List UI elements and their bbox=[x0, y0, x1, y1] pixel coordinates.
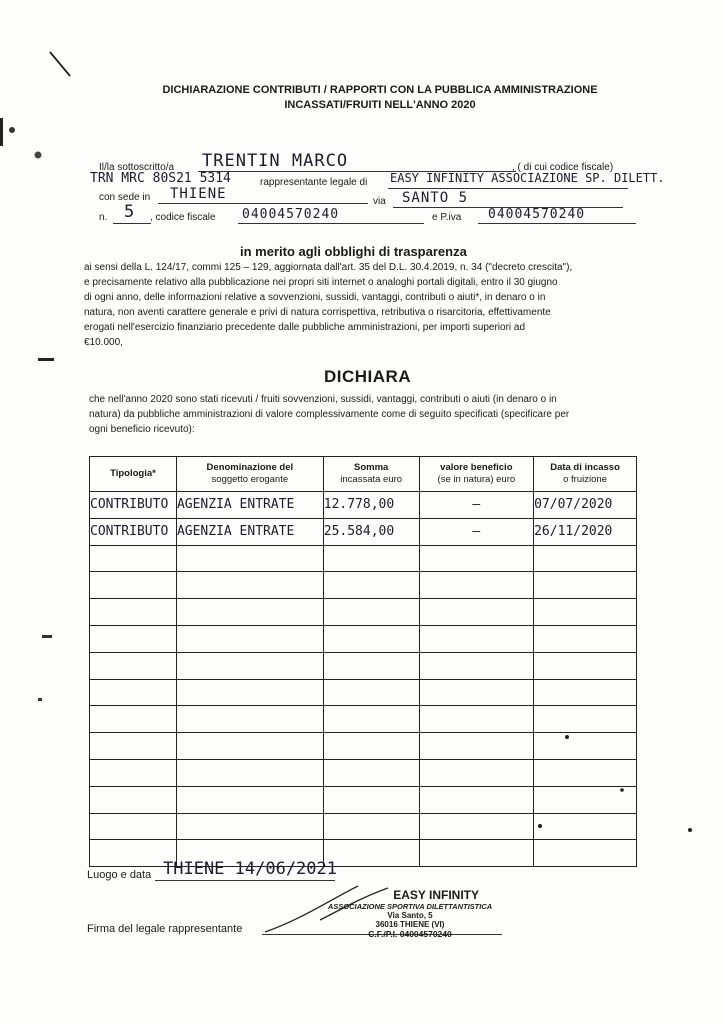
via-field: SANTO 5 bbox=[402, 190, 469, 206]
table-cell bbox=[176, 545, 323, 572]
firma-label: Firma del legale rappresentante bbox=[87, 923, 243, 935]
table-row-empty bbox=[90, 679, 637, 706]
table-cell bbox=[176, 625, 323, 652]
scan-edge bbox=[0, 118, 3, 146]
piva-underline bbox=[478, 223, 636, 224]
label-codice-fiscale: , codice fiscale bbox=[150, 212, 216, 223]
table-cell bbox=[534, 759, 637, 786]
label-codice-fiscale-paren: , ( di cui codice fiscale) bbox=[512, 162, 614, 173]
body-line: natura, non aventi carattere generale e privi di natura corrispettiva, retributiva o risarcitoria, effettivamente bbox=[84, 307, 551, 318]
cf-field: TRN MRC 80S21 5314 bbox=[90, 171, 231, 186]
section-dichiara-body bbox=[89, 392, 649, 437]
table-cell bbox=[90, 813, 177, 840]
body-line: di ogni anno, delle informazioni relative a sovvenzioni, sussidi, vantaggi, contributi o aiuti*, in denaro o in bbox=[84, 292, 546, 303]
label-piva: e P.iva bbox=[432, 212, 462, 223]
table-cell bbox=[323, 599, 419, 626]
table-cell bbox=[323, 759, 419, 786]
table-cell: 12.778,00 bbox=[323, 492, 419, 519]
table-cell bbox=[176, 652, 323, 679]
luogo-label: Luogo e data bbox=[87, 869, 152, 881]
table-row-empty bbox=[90, 625, 637, 652]
stamp-city: 36016 THIENE (VI) bbox=[375, 920, 445, 929]
label-sede: con sede in bbox=[99, 192, 151, 203]
table-cell bbox=[534, 706, 637, 733]
table-cell: 26/11/2020 bbox=[534, 518, 637, 545]
table-row-empty bbox=[90, 545, 637, 572]
table-cell: — bbox=[419, 518, 534, 545]
table-row-empty bbox=[90, 813, 637, 840]
table-row-empty bbox=[90, 733, 637, 760]
scan-speck bbox=[688, 828, 692, 832]
scan-speck bbox=[9, 127, 15, 133]
table-cell bbox=[534, 733, 637, 760]
table-cell bbox=[419, 625, 534, 652]
name-field: TRENTIN MARCO bbox=[202, 151, 349, 171]
table-cell bbox=[419, 706, 534, 733]
label-sottoscritto: Il/la sottoscritto/a bbox=[99, 162, 175, 173]
scan-speck bbox=[42, 635, 52, 638]
scan-speck bbox=[35, 152, 42, 159]
table-cell bbox=[323, 706, 419, 733]
table-cell bbox=[176, 679, 323, 706]
table-cell bbox=[534, 572, 637, 599]
table-cell bbox=[419, 759, 534, 786]
table-cell bbox=[90, 786, 177, 813]
table-cell bbox=[534, 786, 637, 813]
document-subtitle: INCASSATI/FRUITI NELL'ANNO 2020 bbox=[284, 99, 476, 111]
header-tipologia: Tipologia* bbox=[90, 457, 177, 492]
table-row-empty bbox=[90, 572, 637, 599]
table-cell: CONTRIBUTO bbox=[90, 518, 177, 545]
table-cell: CONTRIBUTO bbox=[90, 492, 177, 519]
table-cell bbox=[323, 625, 419, 652]
table-cell bbox=[323, 679, 419, 706]
org-field: EASY INFINITY ASSOCIAZIONE SP. DILETT. bbox=[390, 171, 665, 185]
table-cell bbox=[534, 679, 637, 706]
contributions-table bbox=[89, 456, 637, 867]
table-cell bbox=[534, 545, 637, 572]
table-cell bbox=[534, 813, 637, 840]
table-cell bbox=[90, 652, 177, 679]
table-cell bbox=[534, 599, 637, 626]
stamp-name: EASY INFINITY bbox=[393, 888, 479, 902]
table-cell: AGENZIA ENTRATE bbox=[176, 518, 323, 545]
table-cell bbox=[176, 786, 323, 813]
section-trasparenza-body bbox=[84, 260, 644, 350]
table-cell bbox=[176, 759, 323, 786]
n-underline bbox=[113, 223, 151, 224]
table-cell bbox=[323, 813, 419, 840]
table-row-empty bbox=[90, 652, 637, 679]
header-data: Data di incasso o fruizione bbox=[534, 457, 637, 492]
stamp-type: ASSOCIAZIONE SPORTIVA DILETTANTISTICA bbox=[327, 902, 493, 911]
sede-underline bbox=[158, 203, 368, 204]
table-row bbox=[90, 492, 637, 519]
n-field: 5 bbox=[124, 202, 136, 222]
label-via: via bbox=[373, 196, 386, 207]
table-cell bbox=[323, 545, 419, 572]
luogo-field: THIENE 14/06/2021 bbox=[163, 859, 337, 879]
header-denominazione: Denominazione del soggetto erogante bbox=[176, 457, 323, 492]
table-cell bbox=[534, 652, 637, 679]
table-cell bbox=[176, 706, 323, 733]
table-cell bbox=[176, 733, 323, 760]
body-line: ogni beneficio ricevuto): bbox=[89, 424, 195, 435]
table-cell bbox=[323, 786, 419, 813]
table-cell bbox=[90, 679, 177, 706]
table-cell: 07/07/2020 bbox=[534, 492, 637, 519]
body-line: che nell'anno 2020 sono stati ricevuti / fruiti sovvenzioni, sussidi, vantaggi, contributi o aiuti (in denaro o in bbox=[89, 394, 557, 405]
org-underline bbox=[388, 188, 628, 189]
body-line: ai sensi della L. 124/17, commi 125 – 129, aggiornata dall'art. 35 del D.L. 30.4.2019, n. 34 ("decreto crescita"), bbox=[84, 262, 573, 273]
table-cell bbox=[534, 625, 637, 652]
table-cell bbox=[419, 813, 534, 840]
table-cell bbox=[176, 599, 323, 626]
table-cell bbox=[323, 840, 419, 867]
scan-speck bbox=[38, 358, 54, 361]
body-line: natura) da pubbliche amministrazioni di valore complessivamente come di seguito specificati (specificare per bbox=[89, 409, 570, 420]
label-n: n. bbox=[99, 212, 108, 223]
table-cell bbox=[90, 706, 177, 733]
codice-fiscale-underline bbox=[238, 223, 424, 224]
table-cell bbox=[90, 599, 177, 626]
scan-stroke bbox=[50, 52, 70, 76]
table-cell bbox=[90, 625, 177, 652]
body-line: erogati nell'esercizio finanziario precedente dalle pubbliche amministrazioni, per importi superiori ad bbox=[84, 322, 526, 333]
header-valore: valore beneficio (se in natura) euro bbox=[419, 457, 534, 492]
table-cell bbox=[323, 733, 419, 760]
table-cell: 25.584,00 bbox=[323, 518, 419, 545]
codice-fiscale-field: 04004570240 bbox=[242, 207, 340, 222]
body-line: €10.000, bbox=[84, 337, 123, 348]
table-cell bbox=[419, 545, 534, 572]
table-row-empty bbox=[90, 599, 637, 626]
table-cell bbox=[90, 733, 177, 760]
table-row-empty bbox=[90, 706, 637, 733]
table-header-row bbox=[90, 457, 637, 492]
table-cell bbox=[176, 813, 323, 840]
label-rappresentante: rappresentante legale di bbox=[260, 177, 368, 188]
table-cell bbox=[323, 572, 419, 599]
table-cell: AGENZIA ENTRATE bbox=[176, 492, 323, 519]
table-row-empty bbox=[90, 759, 637, 786]
table-cell bbox=[176, 572, 323, 599]
table-cell bbox=[90, 545, 177, 572]
table-cell: — bbox=[419, 492, 534, 519]
table-cell bbox=[419, 840, 534, 867]
table-cell bbox=[419, 599, 534, 626]
stamp-fiscal: C.F./P.I. 04004570240 bbox=[368, 929, 452, 939]
header-somma: Somma incassata euro bbox=[323, 457, 419, 492]
table-cell bbox=[419, 733, 534, 760]
table-row-empty bbox=[90, 786, 637, 813]
stamp-address: Via Santo, 5 bbox=[387, 911, 433, 920]
table-cell bbox=[90, 759, 177, 786]
table-cell bbox=[419, 786, 534, 813]
section-trasparenza-title: in merito agli obblighi di trasparenza bbox=[240, 244, 467, 259]
table-cell bbox=[419, 679, 534, 706]
section-dichiara-title: DICHIARA bbox=[324, 367, 412, 386]
sede-field: THIENE bbox=[170, 186, 227, 202]
piva-field: 04004570240 bbox=[488, 207, 586, 222]
table-cell bbox=[90, 572, 177, 599]
table-cell bbox=[323, 652, 419, 679]
table-row bbox=[90, 518, 637, 545]
table-cell bbox=[534, 840, 637, 867]
table-cell bbox=[419, 652, 534, 679]
table-cell bbox=[419, 572, 534, 599]
association-stamp bbox=[305, 888, 515, 939]
document-title: DICHIARAZIONE CONTRIBUTI / RAPPORTI CON LA PUBBLICA AMMINISTRAZIONE bbox=[162, 84, 598, 96]
body-line: e precisamente relativo alla pubblicazione nei propri siti internet o analoghi portali digitali, entro il 30 giugno bbox=[84, 277, 558, 288]
scan-speck bbox=[38, 698, 42, 701]
